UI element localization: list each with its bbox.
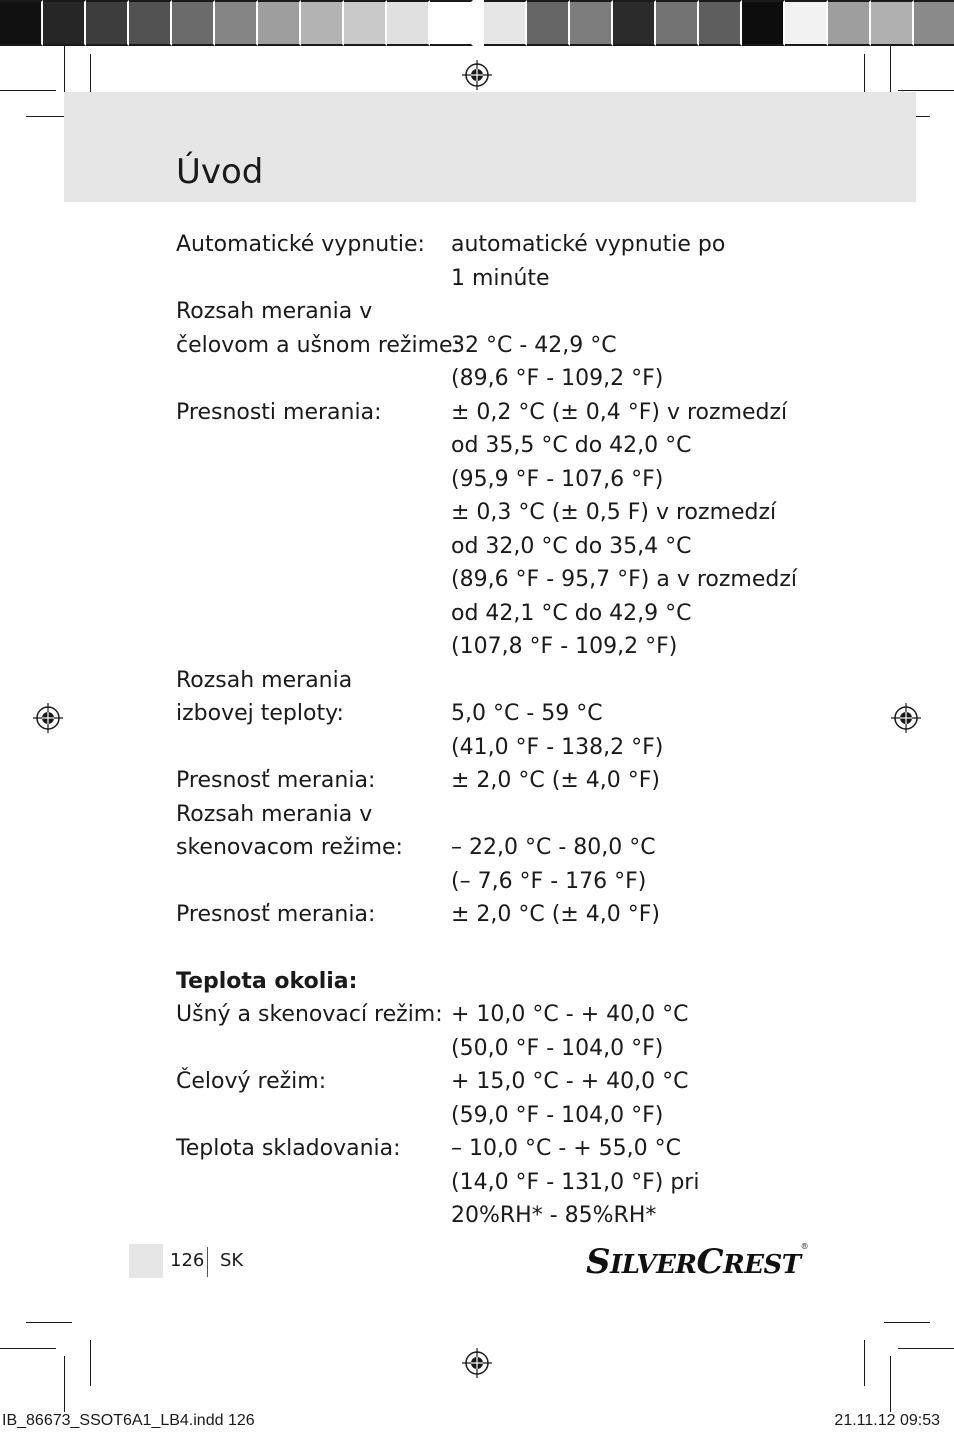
spec-row — [176, 362, 816, 396]
registration-mark-icon — [462, 1348, 492, 1378]
spec-label — [176, 463, 451, 497]
color-swatch — [344, 0, 387, 46]
spec-label: Presnosť merania: — [176, 902, 376, 927]
spec-row — [176, 731, 816, 765]
spec-label — [176, 262, 451, 296]
registration-mark-icon — [462, 60, 492, 90]
spec-row — [176, 563, 816, 597]
color-swatch — [430, 0, 473, 46]
brand-text: ILVER — [610, 1250, 697, 1280]
spec-label: Čelový režim: — [176, 1069, 327, 1094]
spec-value: – 22,0 °C - 80,0 °C — [451, 835, 656, 860]
spec-value: (59,0 °F - 104,0 °F) — [451, 1102, 664, 1128]
spec-label — [176, 630, 451, 664]
spec-row — [176, 463, 816, 497]
spec-label — [176, 597, 451, 631]
spec-row — [176, 1099, 816, 1133]
spec-label: Rozsah merania v — [176, 299, 373, 324]
spec-label: Rozsah merania v — [176, 801, 373, 827]
spec-value: 20%RH* - 85%RH* — [451, 1203, 657, 1228]
color-swatch — [387, 0, 430, 46]
color-swatch — [914, 0, 954, 46]
spec-value: ± 0,3 °C (± 0,5 F) v rozmedzí — [451, 500, 777, 525]
spec-row — [176, 898, 816, 932]
brand-initial: S — [586, 1242, 611, 1282]
color-swatch — [742, 0, 785, 46]
crop-mark — [864, 1340, 865, 1386]
spec-row — [176, 1032, 816, 1066]
spec-list — [176, 228, 816, 932]
spec-value: 5,0 °C - 59 °C — [451, 701, 603, 726]
spec-row — [176, 329, 816, 363]
spec-value: (– 7,6 °F - 176 °F) — [451, 868, 647, 894]
spec-value: automatické vypnutie po — [451, 232, 726, 257]
color-bar-left — [0, 0, 473, 46]
crop-mark — [90, 1340, 91, 1386]
spec-value: (95,9 °F - 107,6 °F) — [451, 466, 664, 492]
spec-row — [176, 396, 816, 430]
registration-mark-icon — [33, 703, 63, 733]
spec-row — [176, 865, 816, 899]
spec-row — [176, 630, 816, 664]
crop-mark — [898, 90, 954, 91]
spec-label — [176, 530, 451, 564]
spec-row — [176, 798, 816, 832]
spec-value: (107,8 °F - 109,2 °F) — [451, 634, 678, 659]
spec-row — [176, 697, 816, 731]
spec-label: čelovom a ušnom režime: — [176, 332, 460, 358]
color-swatch — [172, 0, 215, 46]
spec-value: od 35,5 °C do 42,0 °C — [451, 433, 692, 458]
spec-label: Automatické vypnutie: — [176, 232, 425, 257]
specifications — [176, 228, 816, 1233]
spec-value: od 42,1 °C do 42,9 °C — [451, 600, 692, 626]
spec-row — [176, 429, 816, 463]
color-swatch — [258, 0, 301, 46]
spec-value: (14,0 °F - 131,0 °F) pri — [451, 1169, 700, 1195]
color-bar-right — [484, 0, 954, 46]
spec-label: Rozsah merania — [176, 667, 353, 693]
spec-value: ± 0,2 °C (± 0,4 °F) v rozmedzí — [451, 399, 788, 425]
spec-label: Ušný a skenovací režim: — [176, 1002, 443, 1027]
color-swatch — [215, 0, 258, 46]
spec-label — [176, 496, 451, 530]
spec-label: Teplota skladovania: — [176, 1136, 401, 1161]
spec-value — [451, 295, 816, 329]
spec-label — [176, 563, 451, 597]
spec-label — [176, 362, 451, 396]
brand-initial: C — [696, 1242, 724, 1282]
page-number: 126 — [170, 1250, 205, 1271]
spec-row — [176, 664, 816, 698]
color-swatch — [656, 0, 699, 46]
spec-row — [176, 998, 816, 1032]
registration-mark-icon — [891, 703, 921, 733]
color-swatch — [0, 0, 43, 46]
ambient-section-title: Teplota okolia: — [176, 968, 358, 994]
spec-label — [176, 865, 451, 899]
color-swatch — [484, 0, 527, 46]
spec-value: (50,0 °F - 104,0 °F) — [451, 1035, 664, 1061]
spec-value: (89,6 °F - 95,7 °F) a v rozmedzí — [451, 567, 797, 592]
crop-mark — [898, 1348, 954, 1349]
spec-row — [176, 764, 816, 798]
spec-value: 32 °C - 42,9 °C — [451, 332, 617, 358]
footer-tab — [129, 1244, 163, 1278]
spec-row — [176, 1199, 816, 1233]
color-swatch — [613, 0, 656, 46]
spec-row — [176, 831, 816, 865]
spec-row — [176, 597, 816, 631]
spec-label: Presnosti merania: — [176, 399, 382, 425]
spec-value: ± 2,0 °C (± 4,0 °F) — [451, 768, 660, 793]
spec-row — [176, 1166, 816, 1200]
spec-row — [176, 295, 816, 329]
spec-row — [176, 1065, 816, 1099]
crop-mark — [0, 1348, 56, 1349]
crop-mark — [0, 90, 56, 91]
slug-datetime: 21.11.12 09:53 — [834, 1412, 940, 1429]
spec-row — [176, 228, 816, 262]
spec-value: (41,0 °F - 138,2 °F) — [451, 734, 664, 760]
crop-mark — [890, 1356, 891, 1412]
spec-value: ± 2,0 °C (± 4,0 °F) — [451, 902, 660, 927]
slug-filename: IB_86673_SSOT6A1_LB4.indd 126 — [2, 1412, 255, 1429]
crop-mark — [64, 1356, 65, 1412]
crop-mark — [26, 1322, 72, 1323]
spec-row — [176, 496, 816, 530]
color-swatch — [527, 0, 570, 46]
brand-logo — [586, 1242, 808, 1282]
footer-divider — [207, 1247, 208, 1277]
spec-value: (89,6 °F - 109,2 °F) — [451, 366, 664, 391]
spec-label — [176, 1199, 451, 1233]
registered-mark: ® — [800, 1242, 809, 1251]
spec-label — [176, 1099, 451, 1133]
language-code: SK — [220, 1250, 244, 1271]
color-swatch — [785, 0, 828, 46]
ambient-list — [176, 998, 816, 1233]
spec-value: + 10,0 °C - + 40,0 °C — [451, 1002, 689, 1027]
spec-label — [176, 731, 451, 765]
spec-label — [176, 1166, 451, 1200]
spec-value: 1 minúte — [451, 265, 550, 291]
spec-value: od 32,0 °C do 35,4 °C — [451, 533, 692, 559]
spec-row — [176, 530, 816, 564]
brand-text: REST — [723, 1250, 801, 1280]
color-swatch — [570, 0, 613, 46]
spec-label: Presnosť merania: — [176, 768, 376, 793]
color-swatch — [86, 0, 129, 46]
section-gap — [176, 932, 816, 965]
spec-row — [176, 1132, 816, 1166]
color-swatch — [828, 0, 871, 46]
spec-value — [451, 664, 816, 698]
spec-label — [176, 429, 451, 463]
spec-value: – 10,0 °C - + 55,0 °C — [451, 1136, 682, 1161]
spec-row — [176, 262, 816, 296]
spec-value: + 15,0 °C - + 40,0 °C — [451, 1069, 689, 1094]
color-swatch — [871, 0, 914, 46]
spec-label — [176, 1032, 451, 1066]
crop-mark — [64, 46, 65, 94]
crop-mark — [890, 46, 891, 94]
color-swatch — [129, 0, 172, 46]
crop-mark — [884, 1322, 930, 1323]
spec-label: izbovej teploty: — [176, 701, 344, 726]
color-swatch — [301, 0, 344, 46]
color-swatch — [699, 0, 742, 46]
spec-value — [451, 798, 816, 832]
color-swatch — [43, 0, 86, 46]
page-title: Úvod — [176, 152, 264, 192]
spec-label: skenovacom režime: — [176, 835, 403, 860]
